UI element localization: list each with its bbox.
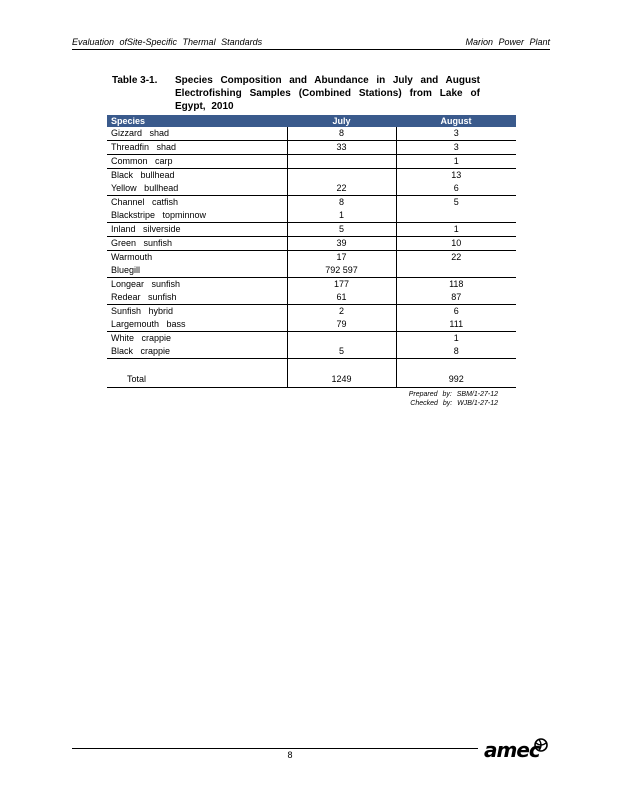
cell-species: Black bullhead — [107, 169, 287, 183]
cell-july — [287, 332, 396, 346]
table-group — [107, 196, 516, 223]
cell-species: White crappie — [107, 332, 287, 346]
cell-august: 5 — [453, 197, 459, 207]
cell-species: Longear sunfish — [107, 278, 287, 292]
cell-august: 1 — [396, 223, 516, 237]
cell-species: Threadfin shad — [107, 141, 287, 155]
cell-july: 33 — [287, 141, 396, 155]
header-document-title: Evaluation ofSite-Specific Thermal Standards — [72, 37, 263, 47]
cell-august: 111 — [396, 318, 516, 332]
table-group — [107, 127, 516, 141]
table-row — [107, 237, 516, 251]
column-header-july: July — [287, 115, 396, 127]
table-group — [107, 141, 516, 155]
footer-rule — [72, 748, 478, 749]
table-group — [107, 305, 516, 332]
cell-july: 5 — [287, 345, 396, 359]
table-row — [107, 182, 516, 196]
prepared-by: Prepared by: SBM/1-27-12 — [408, 391, 498, 398]
table-header-row — [107, 115, 516, 127]
table-row — [107, 155, 516, 169]
table-row — [107, 305, 516, 319]
table-row — [107, 345, 516, 359]
cell-july: 39 — [287, 237, 396, 251]
cell-july: 1 — [287, 209, 396, 223]
table-total — [107, 359, 516, 388]
cell-july: 177 — [287, 278, 396, 292]
cell-species: Green sunfish — [107, 237, 287, 251]
cell-species: Sunfish hybrid — [107, 305, 287, 319]
cell-august: 87 — [396, 291, 516, 305]
table-row — [107, 332, 516, 346]
cell-species: Blackstripe topminnow — [107, 209, 287, 223]
total-label: Total — [107, 359, 287, 388]
table-row — [107, 278, 516, 292]
cell-species: Black crappie — [107, 345, 287, 359]
cell-species: Redear sunfish — [107, 291, 287, 305]
cell-july: 17 — [287, 251, 396, 265]
page-header — [72, 37, 550, 50]
cell-august: 1 — [453, 333, 459, 343]
table-group — [107, 155, 516, 169]
cell-august: 6 — [453, 306, 459, 316]
table-group — [107, 223, 516, 237]
cell-august: 8 — [396, 345, 516, 359]
table-number: Table 3-1. — [112, 75, 158, 86]
cell-july — [287, 155, 396, 169]
page-number: 8 — [287, 750, 293, 760]
table-row — [107, 127, 516, 141]
cell-species: Channel catfish — [107, 196, 287, 210]
amec-logo — [484, 738, 540, 764]
cell-august: 22 — [451, 252, 462, 262]
cell-july: 79 — [287, 318, 396, 332]
cell-august: 3 — [396, 127, 516, 141]
table-row — [107, 223, 516, 237]
logo-wordmark: amec — [484, 738, 540, 762]
cell-july — [287, 169, 396, 183]
cell-species: Largemouth bass — [107, 318, 287, 332]
column-header-august: August — [396, 115, 516, 127]
cell-species: Common carp — [107, 155, 287, 169]
table-row — [107, 141, 516, 155]
cell-august — [396, 264, 516, 278]
cell-july: 2 — [287, 305, 396, 319]
cell-species: Yellow bullhead — [107, 182, 287, 196]
cell-august: 1 — [396, 155, 516, 169]
table-title: Species Composition and Abundance in July and August Electrofishing Samples (Combined Stations) from Lake of Egypt, 2010 — [175, 75, 480, 112]
table-row — [107, 169, 516, 183]
table-row — [107, 209, 516, 223]
table-row — [107, 251, 516, 265]
cell-species: Warmouth — [107, 251, 287, 265]
cell-august: 13 — [451, 170, 462, 180]
total-july: 1249 — [287, 359, 396, 388]
cell-august — [396, 209, 516, 223]
cell-august: 118 — [449, 279, 464, 289]
table-group — [107, 169, 516, 196]
total-row — [107, 359, 516, 388]
cell-species: Inland silverside — [107, 223, 287, 237]
cell-july: 22 — [287, 182, 396, 196]
preparation-note — [340, 390, 498, 408]
cell-july: 8 — [287, 127, 396, 141]
table-group — [107, 278, 516, 305]
table-group — [107, 251, 516, 278]
cell-august: 10 — [396, 237, 516, 251]
column-header-species: Species — [107, 115, 287, 127]
table-group — [107, 332, 516, 359]
table-row — [107, 264, 516, 278]
cell-july: 8 — [287, 196, 396, 210]
checked-by: Checked by: WJB/1-27-12 — [410, 400, 498, 407]
globe-icon — [534, 738, 548, 752]
table-row — [107, 318, 516, 332]
cell-species: Bluegill — [107, 264, 287, 278]
total-august: 992 — [396, 359, 516, 388]
table-group — [107, 237, 516, 251]
cell-july: 792 597 — [287, 264, 396, 278]
species-table — [107, 115, 516, 388]
cell-july: 5 — [287, 223, 396, 237]
cell-july: 61 — [287, 291, 396, 305]
header-plant-name: Marion Power Plant — [465, 37, 550, 47]
cell-august: 3 — [396, 141, 516, 155]
cell-species: Gizzard shad — [107, 127, 287, 141]
cell-august: 6 — [396, 182, 516, 196]
table-row — [107, 196, 516, 210]
table-row — [107, 291, 516, 305]
